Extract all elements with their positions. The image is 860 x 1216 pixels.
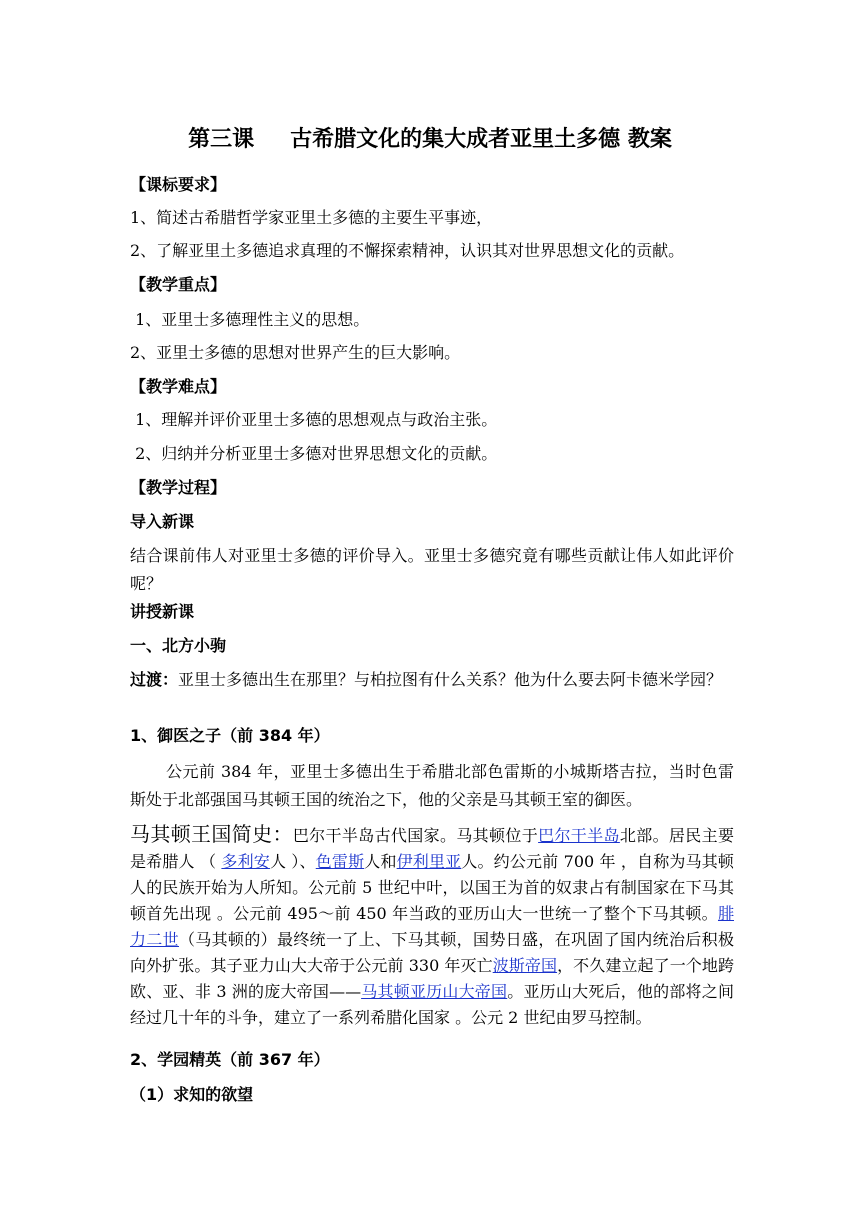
link-philip-ii[interactable]: 腓力二世 bbox=[130, 904, 734, 949]
macedon-text-2: 北部。居民主要是希腊人 （ bbox=[130, 826, 734, 871]
title-lesson: 第三课 bbox=[188, 127, 255, 152]
macedon-label: 马其顿王国简史： bbox=[130, 822, 293, 846]
macedon-text-7: ，不久建立起了一个地跨欧、亚、非 3 洲的庞大帝国—— bbox=[130, 956, 734, 1001]
requirement-2: 2、了解亚里土多德追求真理的不懈探索精神，认识其对世界思想文化的贡献。 bbox=[130, 241, 685, 260]
macedon-history-paragraph bbox=[130, 821, 734, 1031]
transition-text: 亚里士多德出生在那里？与柏拉图有什么关系？他为什么要去阿卡德米学园？ bbox=[178, 670, 723, 689]
transition-label: 过渡： bbox=[130, 670, 179, 689]
section-1-heading: 一、北方小驹 bbox=[130, 636, 227, 655]
transition-paragraph bbox=[130, 666, 734, 694]
intro-paragraph: 结合课前伟人对亚里士多德的评价导入。亚里士多德究竟有哪些贡献让伟人如此评价呢？ bbox=[130, 546, 734, 593]
link-alexander-empire[interactable]: 马其顿亚历山大帝国 bbox=[361, 982, 508, 1001]
macedon-text-1: 巴尔干半岛古代国家。马其顿位于 bbox=[292, 826, 539, 845]
subsection-1-paragraph: 公元前 384 年，亚里士多德出生于希腊北部色雷斯的小城斯塔吉拉，当时色雷斯处于北部强国马其顿王国的统治之下，他的父亲是马其顿王室的御医。 bbox=[130, 762, 734, 809]
macedon-text-4: 人和 bbox=[364, 852, 397, 871]
requirement-1: 1、简述古希腊哲学家亚里土多德的主要生平事迹， bbox=[130, 208, 493, 227]
link-dorian[interactable]: 多利安 bbox=[221, 852, 270, 871]
title-topic: 古希腊文化的集大成者亚里土多德 教案 bbox=[290, 127, 672, 152]
key-point-1: 1、亚里士多德理性主义的思想。 bbox=[130, 310, 370, 329]
key-point-2: 2、亚里士多德的思想对世界产生的巨大影响。 bbox=[130, 343, 461, 362]
section-heading-key-points: 【教学重点】 bbox=[130, 275, 227, 294]
section-heading-process: 【教学过程】 bbox=[130, 478, 227, 497]
macedon-text-8: 。亚历山大死后，他的部将之间经过几十年的斗争，建立了一系列希腊化国家 。公元 2 世纪由罗马控制。 bbox=[130, 982, 734, 1027]
macedon-text-3: 人 ）、 bbox=[269, 852, 316, 871]
page-title bbox=[0, 122, 860, 153]
macedon-text-5: 人。约公元前 700 年 ，自称为马其顿人的民族开始为人所知。公元前 5 世纪中叶，以国王为首的奴隶占有制国家在下马其顿首先出现 。公元前 495～前 450 年当政的亚历山大一世统一了整个下马其顿。 bbox=[130, 852, 734, 923]
difficulty-2: 2、归纳并分析亚里士多德对世界思想文化的贡献。 bbox=[130, 444, 498, 463]
difficulty-1: 1、理解并评价亚里士多德的思想观点与政治主张。 bbox=[130, 410, 498, 429]
link-thrace[interactable]: 色雷斯 bbox=[315, 852, 365, 871]
intro-heading: 导入新课 bbox=[130, 512, 195, 531]
subsection-2-1-heading: （1）求知的欲望 bbox=[130, 1085, 254, 1104]
subsection-1-heading: 1、御医之子（前 384 年） bbox=[130, 726, 330, 745]
link-illyria[interactable]: 伊利里亚 bbox=[396, 852, 462, 871]
link-persian-empire[interactable]: 波斯帝国 bbox=[492, 956, 558, 975]
macedon-text-6: （马其顿的）最终统一了上、下马其顿，国势日盛，在巩固了国内统治后积极向外扩张。其子亚力山大大帝于公元前 330 年灭亡 bbox=[130, 930, 734, 975]
link-balkan-peninsula[interactable]: 巴尔干半岛 bbox=[538, 826, 620, 845]
section-heading-requirements: 【课标要求】 bbox=[130, 175, 227, 194]
subsection-2-heading: 2、学园精英（前 367 年） bbox=[130, 1050, 330, 1069]
teaching-heading: 讲授新课 bbox=[130, 602, 195, 621]
section-heading-difficulties: 【教学难点】 bbox=[130, 377, 227, 396]
